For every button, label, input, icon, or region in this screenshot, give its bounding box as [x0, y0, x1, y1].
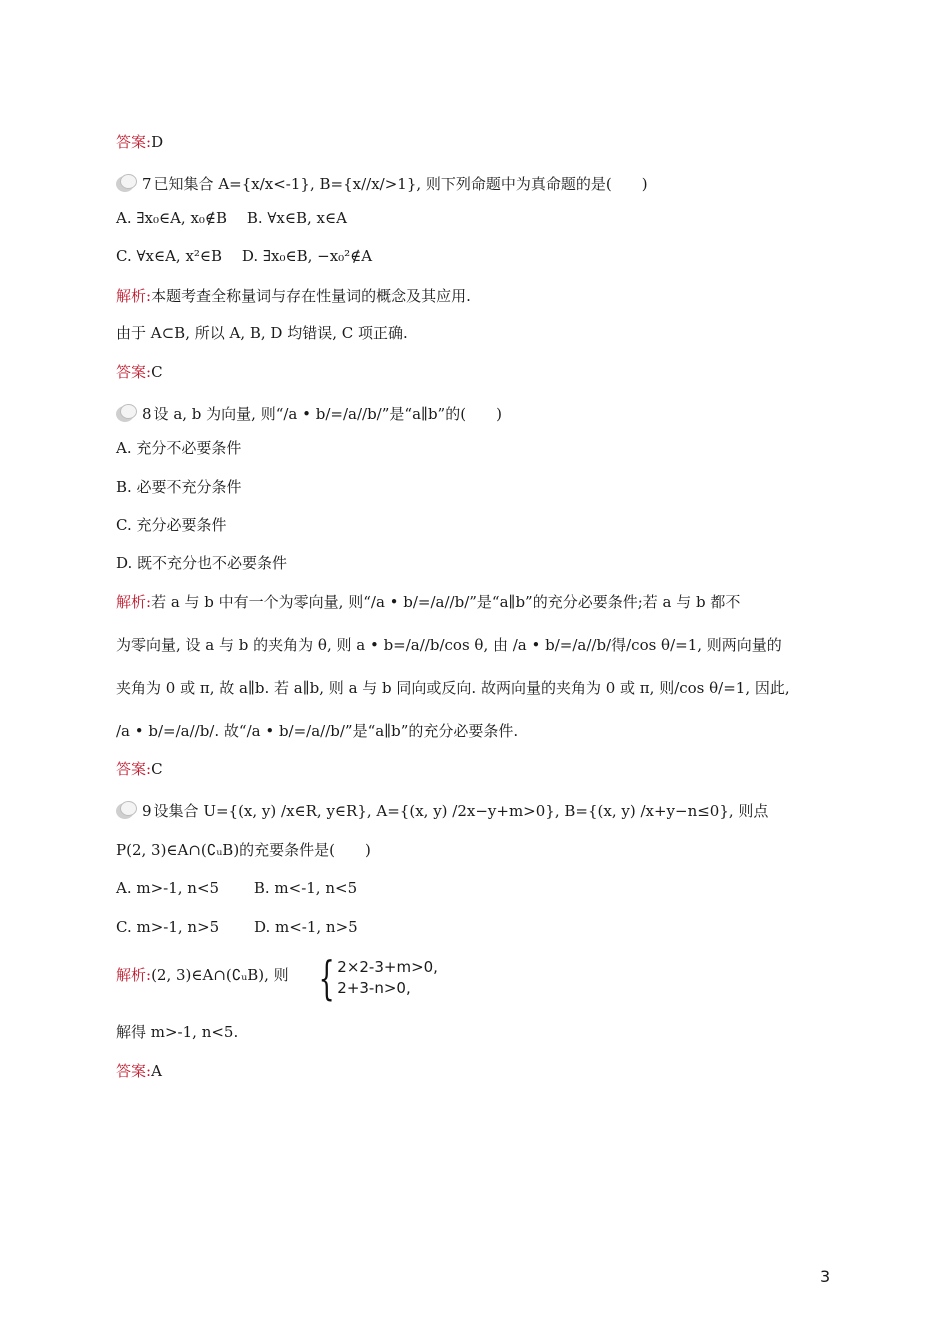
line-q8 — [116, 404, 502, 424]
line-text: A. ∃x₀∈A, x₀∉B B. ∀x∈B, x∈A — [116, 209, 347, 227]
question-number: 9 — [142, 802, 152, 820]
line-text: A. 充分不必要条件 — [116, 439, 242, 457]
line-sol8a — [116, 592, 740, 612]
line-text: 设集合 U={(x, y) /x∈R, y∈R}, A={(x, y) /2x−y+m>0}, B={(x, y) /x+y−n≤0}, 则点 — [153, 802, 769, 820]
line-sol7a — [116, 286, 471, 306]
line-text: D — [151, 133, 164, 151]
line-q7ab — [116, 208, 347, 228]
line-text: C. 充分必要条件 — [116, 516, 227, 534]
question-bullet-icon — [116, 174, 138, 194]
line-ans9 — [116, 1061, 162, 1081]
line-text: 本题考查全称量词与存在性量词的概念及其应用. — [151, 287, 471, 305]
line-sol9b — [116, 1022, 238, 1042]
answer-label: 答案: — [116, 760, 152, 778]
line-q9 — [116, 801, 768, 821]
line-text: C. m>-1, n>5 D. m<-1, n>5 — [116, 918, 358, 936]
question-number: 7 — [142, 175, 152, 193]
line-sol7b — [116, 323, 408, 343]
line-text: /a • b/=/a//b/. 故“/a • b/=/a//b/”是“a∥b”的充分必要条件. — [116, 722, 519, 740]
line-q9ab — [116, 878, 357, 898]
page-number: 3 — [820, 1267, 831, 1286]
line-q8a — [116, 438, 241, 458]
line-q8d — [116, 553, 287, 573]
line-ans7 — [116, 362, 163, 382]
line-text: (2, 3)∈A∩(∁ᵤB), 则 — [151, 966, 289, 984]
line-q7 — [116, 174, 648, 194]
system-row-1: 2×2-3+m>0, — [337, 958, 438, 976]
line-text: C — [151, 363, 163, 381]
line-q9cd — [116, 917, 358, 937]
answer-label: 答案: — [116, 1062, 152, 1080]
line-q8c — [116, 515, 226, 535]
answer-label: 解析: — [116, 966, 152, 984]
line-sol8b — [116, 635, 782, 655]
question-bullet-icon — [116, 404, 138, 424]
answer-label: 解析: — [116, 287, 152, 305]
line-text: 为零向量, 设 a 与 b 的夹角为 θ, 则 a • b=/a//b/cos θ, 由 /a • b/=/a//b/得/cos θ/=1, 则两向量的 — [116, 636, 782, 654]
line-text: 已知集合 A={x/x<-1}, B={x//x/>1}, 则下列命题中为真命题的是( ) — [153, 175, 648, 193]
left-brace: { — [318, 951, 335, 1005]
answer-label: 解析: — [116, 593, 152, 611]
line-text: C. ∀x∈A, x²∈B D. ∃x₀∈B, −x₀²∉A — [116, 247, 373, 265]
line-text: P(2, 3)∈A∩(∁ᵤB)的充要条件是( ) — [116, 841, 371, 859]
line-text: 若 a 与 b 中有一个为零向量, 则“/a • b/=/a//b/”是“a∥b”的充分必要条件;若 a 与 b 都不 — [151, 593, 741, 611]
equation-system — [312, 951, 438, 1005]
line-sol8d — [116, 721, 518, 741]
line-sol9a — [116, 965, 289, 985]
line-text: 夹角为 0 或 π, 故 a∥b. 若 a∥b, 则 a 与 b 同向或反向. 故两向量的夹角为 0 或 π, 则/cos θ/=1, 因此, — [116, 679, 790, 697]
line-text: A. m>-1, n<5 B. m<-1, n<5 — [116, 879, 358, 897]
line-ans8 — [116, 759, 163, 779]
line-text: C — [151, 760, 163, 778]
line-text: 由于 A⊂B, 所以 A, B, D 均错误, C 项正确. — [116, 324, 408, 342]
line-q9b — [116, 840, 371, 860]
answer-label: 答案: — [116, 363, 152, 381]
line-ans6 — [116, 132, 163, 152]
system-row-2: 2+3-n>0, — [337, 979, 411, 997]
line-text: 设 a, b 为向量, 则“/a • b/=/a//b/”是“a∥b”的( ) — [153, 405, 502, 423]
answer-label: 答案: — [116, 133, 152, 151]
line-sol8c — [116, 678, 790, 698]
line-q7cd — [116, 246, 372, 266]
line-text: A — [151, 1062, 162, 1080]
line-text: B. 必要不充分条件 — [116, 478, 242, 496]
line-q8b — [116, 477, 242, 497]
question-bullet-icon — [116, 801, 138, 821]
question-number: 8 — [142, 405, 152, 423]
line-text: D. 既不充分也不必要条件 — [116, 554, 288, 572]
line-text: 解得 m>-1, n<5. — [116, 1023, 239, 1041]
